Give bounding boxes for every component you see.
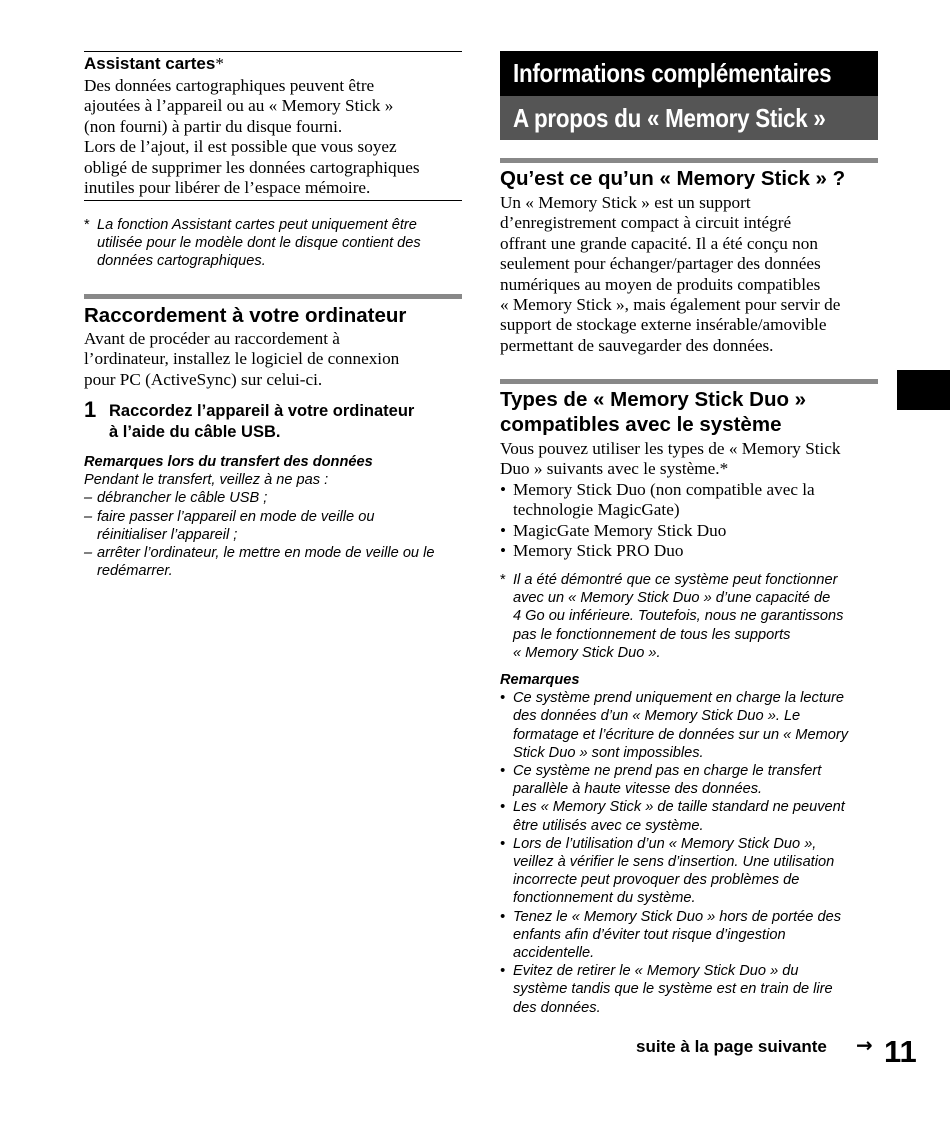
types-body (500, 439, 878, 561)
whatis-title: Qu’est ce qu’un « Memory Stick » ? (500, 167, 846, 190)
whatis-body (500, 193, 878, 356)
assistant-body (84, 76, 462, 198)
body-line: seulement pour échanger/partager des données (500, 254, 821, 274)
footnote-line: avec un « Memory Stick Duo » d’une capacité de (513, 590, 831, 607)
footnote-mark: * (84, 217, 90, 233)
step-number: 1 (84, 397, 97, 422)
list-item: – arrêter l’ordinateur, le mettre en mode de veille ou le redémarrer. (84, 545, 435, 580)
body-line: permettant de sauvegarder des données. (500, 335, 774, 355)
types-remarks (500, 671, 878, 1017)
assistant-box-top-rule (84, 51, 462, 52)
assistant-footnote (84, 216, 462, 271)
continue-text: suite à la page suivante (636, 1037, 827, 1056)
assistant-line: Lors de l’ajout, il est possible que vous soyez (84, 137, 397, 157)
footnote-line: utilisée pour le modèle dont le disque contient des (97, 235, 421, 252)
step-1 (84, 398, 462, 442)
section-rule (84, 294, 462, 299)
remarks-title: Remarques lors du transfert des données (84, 454, 373, 470)
remarks-title: Remarques (500, 672, 580, 688)
section-header-bar: A propos du « Memory Stick » (500, 96, 878, 140)
body-line: numériques au moyen de produits compatibles (500, 274, 821, 294)
list-item: • Tenez le « Memory Stick Duo » hors de portée des enfants afin d’éviter tout risque d’ingestion accidentelle. (500, 908, 841, 962)
assistant-line: (non fourni) à partir du disque fourni. (84, 116, 343, 136)
footnote-line: pas le fonctionnement de tous les supports (513, 626, 791, 643)
list-item: • Evitez de retirer le « Memory Stick Duo » du système tandis que le système est en train de lire des données. (500, 963, 833, 1016)
intro-line: pour PC (ActiveSync) sur celui-ci. (84, 369, 323, 389)
body-line: support de stockage externe insérable/amovible (500, 315, 827, 335)
footnote-line: La fonction Assistant cartes peut uniquement être (97, 217, 417, 233)
list-item: • Ce système prend uniquement en charge la lecture des données d’un « Memory Stick Duo ». Le formatage et l’écriture de données sur un « Memory Stick Duo » sont impossibles. (500, 690, 849, 761)
section-rule (500, 158, 878, 163)
types-title: Types de « Memory Stick Duo » compatibles avec le système (500, 388, 807, 436)
body-line: offrant une grande capacité. Il a été conçu non (500, 233, 818, 253)
assistant-line: ajoutées à l’appareil ou au « Memory Stick » (84, 96, 394, 116)
raccordement-intro (84, 329, 462, 390)
types-footnote (500, 571, 878, 662)
arrow-right-icon: → (856, 1033, 873, 1057)
list-item: • Memory Stick Duo (non compatible avec la technologie MagicGate) (500, 479, 815, 520)
intro-line: l’ordinateur, installez le logiciel de connexion (84, 349, 400, 369)
assistant-line: Des données cartographiques peuvent être (84, 76, 375, 95)
list-item: • MagicGate Memory Stick Duo (500, 520, 727, 540)
chapter-side-tab (897, 370, 950, 410)
list-item: • Les « Memory Stick » de taille standard ne peuvent être utilisés avec ce système. (500, 799, 845, 834)
step-line: à l’aide du câble USB. (109, 422, 281, 441)
footnote-line: « Memory Stick Duo ». (513, 644, 661, 661)
raccordement-title: Raccordement à votre ordinateur (84, 304, 407, 327)
body-line: d’enregistrement compact à circuit intégré (500, 213, 792, 233)
intro-line: Avant de procéder au raccordement à (84, 329, 340, 348)
list-item: • Lors de l’utilisation d’un « Memory Stick Duo », veillez à vérifier le sens d’insertion. Une utilisation incorrecte peut provoquer des problèmes de fonctionnement du système. (500, 835, 835, 907)
transfer-remarks (84, 453, 462, 580)
list-item: • Ce système ne prend pas en charge le transfert parallèle à haute vitesse des données. (500, 763, 822, 798)
page-number: 11 (884, 1034, 917, 1069)
list-item: – faire passer l’appareil en mode de veille ou réinitialiser l’appareil ; (84, 508, 375, 543)
section-rule (500, 379, 878, 384)
assistant-title: Assistant cartes* (84, 54, 224, 73)
list-item: – débrancher le câble USB ; (84, 490, 268, 507)
body-line: Un « Memory Stick » est un support (500, 193, 751, 212)
footnote-line: données cartographiques. (97, 253, 266, 270)
chapter-header-bar: Informations complémentaires (500, 51, 878, 96)
assistant-box-bottom-rule (84, 200, 462, 201)
footnote-line: Il a été démontré que ce système peut fonctionner (513, 572, 838, 588)
body-line: Duo » suivants avec le système.* (500, 459, 729, 479)
assistant-line: inutiles pour libérer de l’espace mémoire. (84, 178, 371, 198)
body-line: Vous pouvez utiliser les types de « Memory Stick (500, 439, 841, 458)
assistant-line: obligé de supprimer les données cartographiques (84, 157, 420, 177)
step-line: Raccordez l’appareil à votre ordinateur (109, 402, 415, 420)
footnote-mark: * (500, 572, 506, 588)
body-line: « Memory Stick », mais également pour servir de (500, 295, 841, 315)
footnote-line: 4 Go ou inférieure. Toutefois, nous ne garantissons (513, 608, 844, 625)
remarks-intro: Pendant le transfert, veillez à ne pas : (84, 472, 329, 489)
list-item: • Memory Stick PRO Duo (500, 541, 684, 561)
